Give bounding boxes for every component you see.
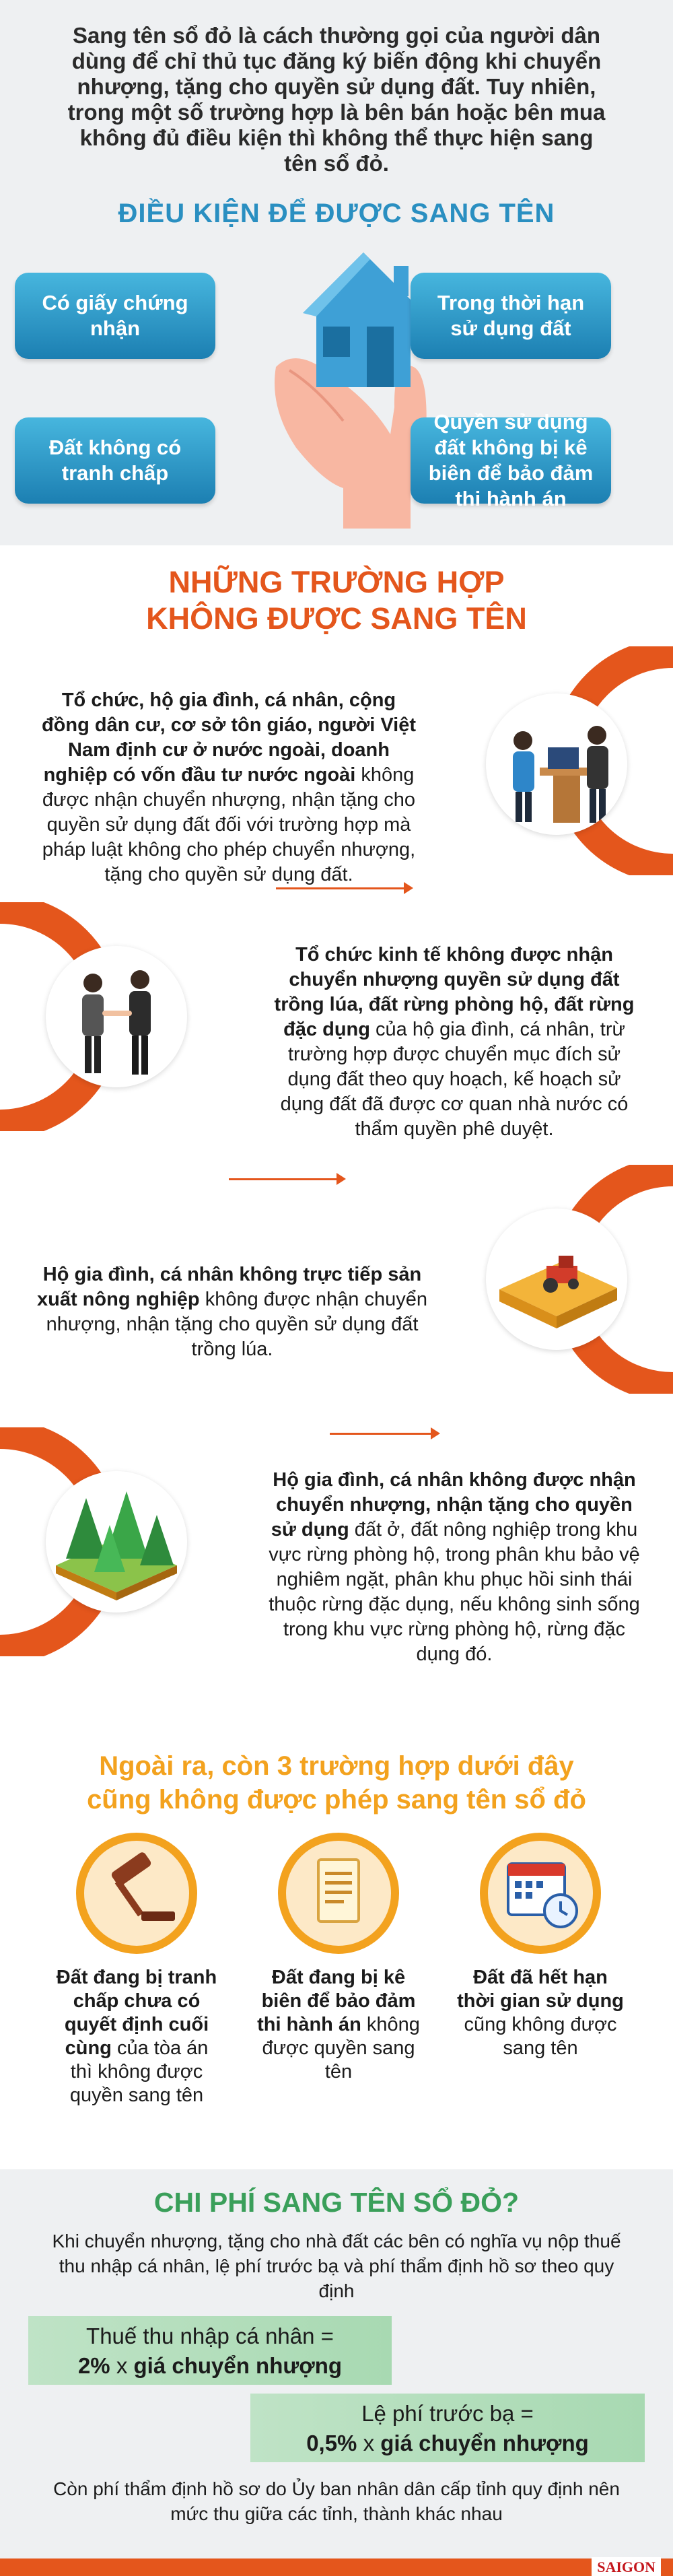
condition-no-dispute: Đất không có tranh chấp	[15, 417, 215, 504]
case-3-bold: Hộ gia đình, cá nhân không trực tiếp sản xuất nông nghiệp	[37, 1264, 422, 1310]
people-at-computer-icon	[486, 693, 627, 835]
footer-bar	[0, 2558, 673, 2576]
case-2-arrow	[229, 1178, 343, 1180]
condition-term: Trong thời hạn sử dụng đất	[411, 273, 611, 359]
case-4-illustration	[46, 1471, 187, 1613]
case-4-rest: đất ở, đất nông nghiệp trong khu vực rừng phòng hộ, trong phân khu bảo vệ nghiêm ngặt, phân khu phục hồi sinh thái thuộc rừng đặc dụng, nếu không sinh sống trong khu vực rừng phòng hộ, rừng đặc dụng đó.	[269, 1519, 640, 1665]
registration-fee-multiply: x	[357, 2431, 381, 2455]
case-item-3	[34, 1262, 431, 1362]
extra-case-2-text	[254, 1966, 423, 2084]
cases-title	[0, 564, 673, 637]
case-item-4	[266, 1468, 643, 1667]
extra-case-2-rest: không được quyền sang tên	[262, 2014, 420, 2082]
registration-fee-label: Lệ phí trước bạ =	[361, 2401, 534, 2426]
document-scroll-icon	[278, 1833, 399, 1954]
registration-fee-base: giá chuyển nhượng	[380, 2431, 589, 2455]
fees-title: CHI PHÍ SANG TÊN SỔ ĐỎ?	[153, 2187, 520, 2218]
also-title	[0, 1749, 673, 1817]
case-4-bold: Hộ gia đình, cá nhân không được nhận chuyển nhượng, nhận tặng cho quyền sử dụng	[271, 1469, 636, 1540]
case-2-illustration	[46, 946, 187, 1087]
hand-holding-house-icon	[249, 232, 437, 529]
case-1-arrow	[276, 887, 411, 889]
case-item-2	[266, 943, 643, 1142]
fees-description: Khi chuyển nhượng, tặng cho nhà đất các bên có nghĩa vụ nộp thuế thu nhập cá nhân, lệ phí trước bạ và phí thẩm định hồ sơ theo quy định	[52, 2231, 621, 2301]
income-tax-multiply: x	[110, 2353, 134, 2378]
tractor-field-icon	[486, 1209, 627, 1350]
registration-fee-formula	[250, 2394, 645, 2462]
condition-certificate: Có giấy chứng nhận	[15, 273, 215, 359]
cases-title-line1: NHỮNG TRƯỜNG HỢP	[168, 565, 505, 599]
brand-logo: SAIGON	[592, 2557, 661, 2576]
extra-case-2-bold: Đất đang bị kê biên để bảo đảm thi hành án	[257, 1967, 416, 2035]
income-tax-formula	[28, 2316, 392, 2385]
income-tax-base: giá chuyển nhượng	[133, 2353, 343, 2378]
forest-trees-icon	[46, 1471, 187, 1613]
cases-title-line2: KHÔNG ĐƯỢC SANG TÊN	[146, 601, 527, 636]
conditions-section	[0, 0, 673, 545]
extra-case-1-bold: Đất đang bị tranh chấp chưa có quyết định cuối cùng	[56, 1967, 217, 2059]
registration-fee-rate: 0,5%	[306, 2431, 357, 2455]
case-3-arrow	[330, 1433, 437, 1435]
also-title-line2: cũng không được phép sang tên sổ đỏ	[87, 1785, 586, 1815]
extra-case-3-bold: Đất đã hết hạn thời gian sử dụng	[457, 1967, 624, 2012]
condition-not-seized: Quyền sử dụng đất không bị kê biên để bảo đảm thi hành án	[411, 417, 611, 504]
calendar-clock-icon	[480, 1833, 601, 1954]
case-item-1	[40, 688, 417, 887]
conditions-title: ĐIỀU KIỆN ĐỂ ĐƯỢC SANG TÊN	[118, 199, 555, 228]
case-2-bold: Tổ chức kinh tế không được nhận chuyển nhượng quyền sử dụng đất trồng lúa, đất rừng phòng hộ, đất rừng đặc dụng	[274, 944, 635, 1040]
handshake-people-icon	[46, 946, 187, 1087]
income-tax-label: Thuế thu nhập cá nhân =	[86, 2324, 334, 2348]
case-1-bold: Tổ chức, hộ gia đình, cá nhân, cộng đồng dân cư, cơ sở tôn giáo, người Việt Nam định cư ở nước ngoài, doanh nghiệp có vốn đầu tư nước ngoài	[41, 689, 417, 786]
case-2-rest: của hộ gia đình, cá nhân, trừ trường hợp được chuyển mục đích sử dụng đất theo quy hoạch, kế hoạch sử dụng đất đã được cơ quan nhà nước có thẩm quyền phê duyệt.	[280, 1019, 629, 1140]
extra-case-1-text	[52, 1966, 221, 2107]
fees-note: Còn phí thẩm định hồ sơ do Ủy ban nhân dân cấp tỉnh quy định nên mức thu giữa các tỉnh, thành khác nhau	[53, 2478, 620, 2524]
extra-case-3	[456, 1833, 625, 2060]
also-title-line1: Ngoài ra, còn 3 trường hợp dưới đây	[99, 1751, 574, 1781]
extra-case-3-rest: cũng không được sang tên	[464, 2014, 617, 2059]
case-3-illustration	[486, 1209, 627, 1350]
extra-case-3-text	[456, 1966, 625, 2060]
income-tax-rate: 2%	[77, 2353, 110, 2378]
case-1-rest: không được nhận chuyển nhượng, nhận tặng cho quyền sử dụng đất đối với trường hợp mà pháp luật không cho phép chuyển nhượng, tặng cho quyền sử dụng đất.	[42, 764, 416, 885]
case-3-rest: không được nhận chuyển nhượng, nhận tặng cho quyền sử dụng đất trồng lúa.	[46, 1289, 427, 1360]
extra-case-1	[52, 1833, 221, 2107]
gavel-icon	[76, 1833, 197, 1954]
extra-case-2	[254, 1833, 423, 2084]
intro-paragraph: Sang tên sổ đỏ là cách thường gọi của người dân dùng để chỉ thủ tục đăng ký biến động khi chuyển nhượng, tặng cho quyền sử dụng đất. Tuy nhiên, trong một số trường hợp là bên bán hoặc bên mua không đủ điều kiện thì không thể thực hiện sang tên sổ đỏ.	[67, 23, 606, 176]
case-1-illustration	[486, 693, 627, 835]
extra-case-1-rest: của tòa án thì không được quyền sang tên	[69, 2037, 209, 2106]
